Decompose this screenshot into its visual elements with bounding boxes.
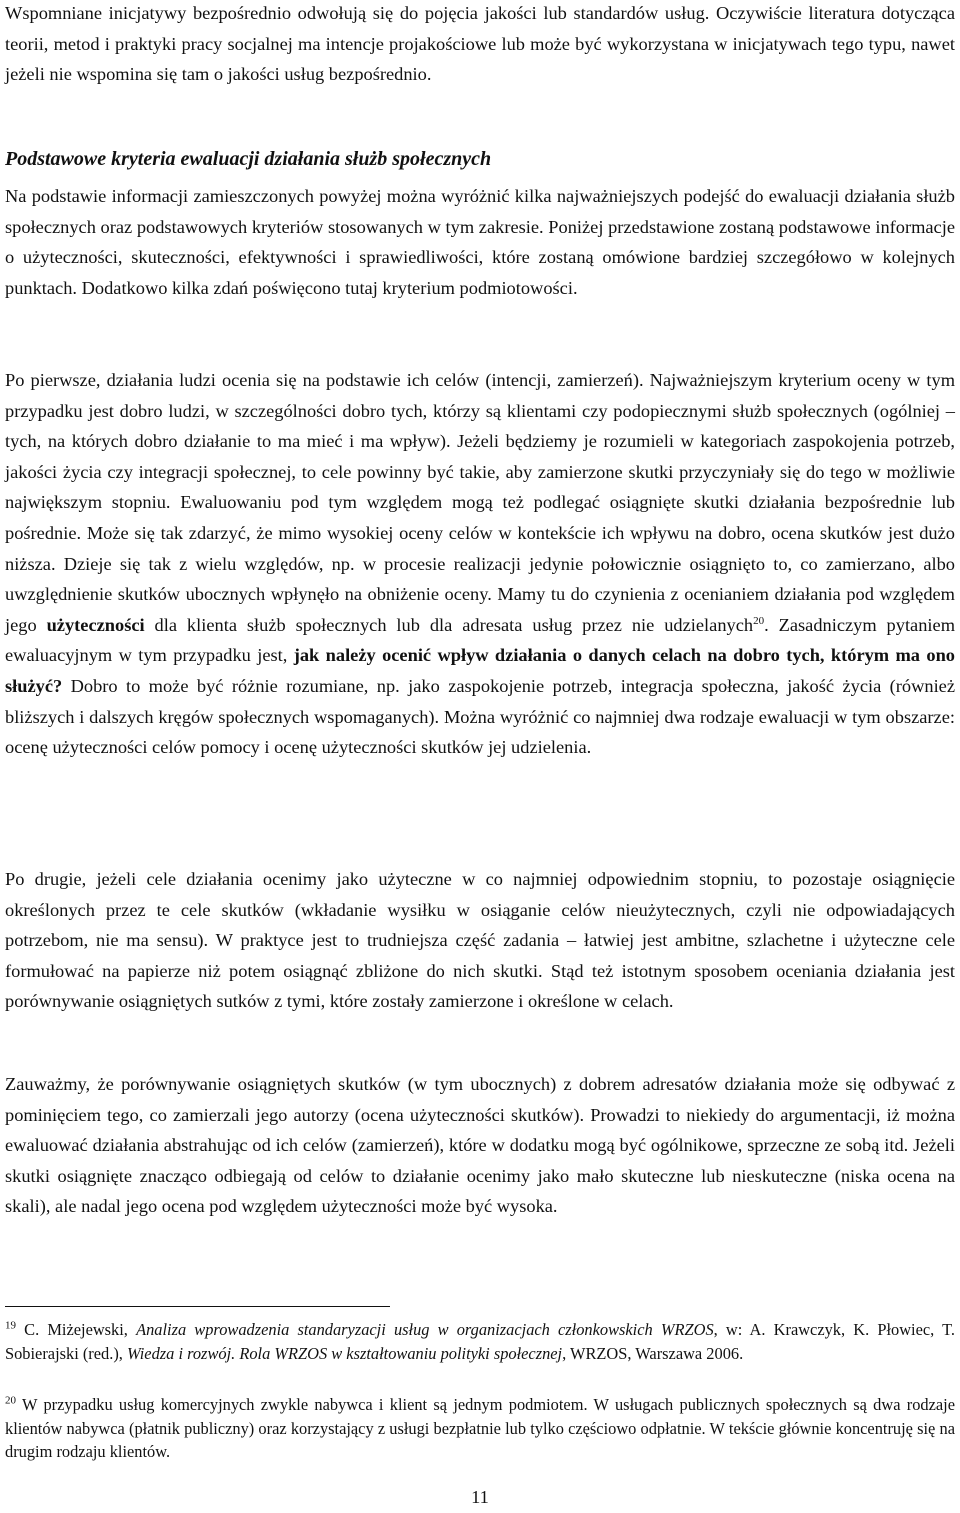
p2-text-a: Po pierwsze, działania ludzi ocenia się na podstawie ich celów (intencji, zamierzeń). Najważniejszym kryterium oceny w tym przypadku jest dobro ludzi, w szczególności dobro tych, którzy są klientami czy podopiecznymi służb społecznych (ogólniej – tych, na których dobro działanie to ma mieć i ma wpływ). Jeżeli będziemy je rozumieli w kategoriach zaspokojenia potrzeb, jakości życia czy integracji społecznej, to cele powinny być takie, aby zamierzone skutki przyczyniały się do tego w możliwie największym stopniu. Ewaluowaniu pod tym względem mogą też podlegać osiągnięte skutki działania bezpośrednie lub pośrednie. Może się tak zdarzyć, że mimo wysokiej oceny celów w kontekście ich wpływu na dobro, ocena skutków jest dużo niższa. Dzieje się tak z wielu względów, np. w procesie realizacji jedynie połowicznie osiągnięto to, co zamierzano, albo uwzględnienie skutków ubocznych wpłynęło na obniżenie oceny. Mamy tu do czynienia z ocenianiem działania pod względem jego [5,370,955,635]
footnote-19-text-c: , WRZOS, Warszawa 2006. [562,1343,744,1363]
footnote-ref-20: 20 [753,614,765,627]
paragraph-first-usefulness [5,365,955,763]
p2-text-b: dla klienta służb społecznych lub dla adresata usług przez nie udzielanych [144,614,754,635]
footnote-19-title-2: Wiedza i rozwój. Rola WRZOS w kształtowaniu polityki społecznej [127,1343,563,1363]
paragraph-criteria-overview: Na podstawie informacji zamieszczonych powyżej można wyróżnić kilka najważniejszych podejść do ewaluacji działania służb społecznych oraz podstawowych kryteriów stosowanych w tym zakresie. Poniżej przedstawione zostaną podstawowe informacje o użyteczności, skuteczności, efektywności i sprawiedliwości, które zostaną omówione bardziej szczegółowo w kolejnych punktach. Dodatkowo kilka zdań poświęcono tutaj kryterium podmiotowości. [5,186,955,298]
p2-bold-usefulness: użyteczności [46,614,145,635]
paragraph-observation: Zauważmy, że porównywanie osiągniętych skutków (w tym ubocznych) z dobrem adresatów działania może się odbywać z pominięciem tego, co zamierzali jego autorzy (ocena użyteczności skutków). Prowadzi to niekiedy do argumentacji, iż można ewaluować działania abstrahując od ich celów (zamierzeń), które w dodatku mogą być ogólnikowe, sprzeczne ze sobą itd. Jeżeli skutki osiągnięte znacząco odbiegają od celów to działanie ocenimy jako mało skuteczne lub nieskuteczne (niska ocena na skali), ale nadal jego ocena pod względem użyteczności może być wysoka. [5,1074,955,1217]
footnote-19-text-b: , w: A. Krawczyk, K. Płowiec, T. Sobierajski (red.), [5,1320,955,1363]
footnote-separator [5,1306,390,1307]
footnote-19 [5,1318,955,1365]
footnote-19-title-1: Analiza wprowadzenia standaryzacji usług w organizacjach członkowskich WRZOS [136,1320,714,1339]
footnote-20-number: 20 [5,1394,16,1407]
section-heading: Podstawowe kryteria ewaluacji działania służb społecznych [5,148,492,170]
p2-text-d: Dobro to może być różnie rozumiane, np. jako zaspokojenie potrzeb, integracja społeczna, jakość życia (również bliższych i dalszych kręgów społecznych wspomaganych). Można wyróżnić co najmniej dwa rodzaje ewaluacji w tym obszarze: ocenę użyteczności celów pomocy i ocenę użyteczności skutków jej udzielenia. [5,675,955,758]
paragraph-second-effectiveness: Po drugie, jeżeli cele działania ocenimy jako użyteczne w co najmniej odpowiednim stopniu, to pozostaje osiągnięcie określonych przez te cele skutków (wkładanie wysiłku w osiąganie celów nieużytecznych, czyli nie odpowiadających potrzebom, nie ma sensu). W praktyce jest to trudniejsza część zadania – łatwiej jest ambitne, szlachetne i użyteczne cele formułować na papierze niż potem osiągnąć zbliżone do nich skutki. Stąd też istotnym sposobem oceniania działania jest porównywanie osiągniętych sutków z tymi, które zostały zamierzone i określone w celach. [5,869,955,1012]
footnote-20-text: W przypadku usług komercyjnych zwykle nabywca i klient są jednym podmiotem. W usługach publicznych społecznych są dwa rodzaje klientów nabywca (płatnik publiczny) oraz korzystający z usługi bezpłatnie lub tylko częściowo odpłatnie. W tekście głównie koncentruję się na drugim rodzaju klientów. [5,1395,955,1461]
intro-paragraph: Wspomniane inicjatywy bezpośrednio odwołują się do pojęcia jakości lub standardów usług. Oczywiście literatura dotycząca teorii, metod i praktyki pracy socjalnej ma intencje projakościowe lub może być wykorzystana w inicjatywach tego typu, nawet jeżeli nie wspomina się tam o jakości usług bezpośrednio. [5,3,955,85]
footnote-19-number: 19 [5,1319,16,1332]
p2-bold-question: jak należy ocenić wpływ działania o danych celach na dobro tych, którym ma ono służyć? [5,645,955,696]
footnote-19-text-a: C. Miżejewski, [16,1320,137,1339]
page-number: 11 [471,1487,489,1507]
footnote-20 [5,1393,955,1464]
p2-text-c: . Zasadniczym pytaniem ewaluacyjnym w tym przypadku jest, [5,614,955,666]
